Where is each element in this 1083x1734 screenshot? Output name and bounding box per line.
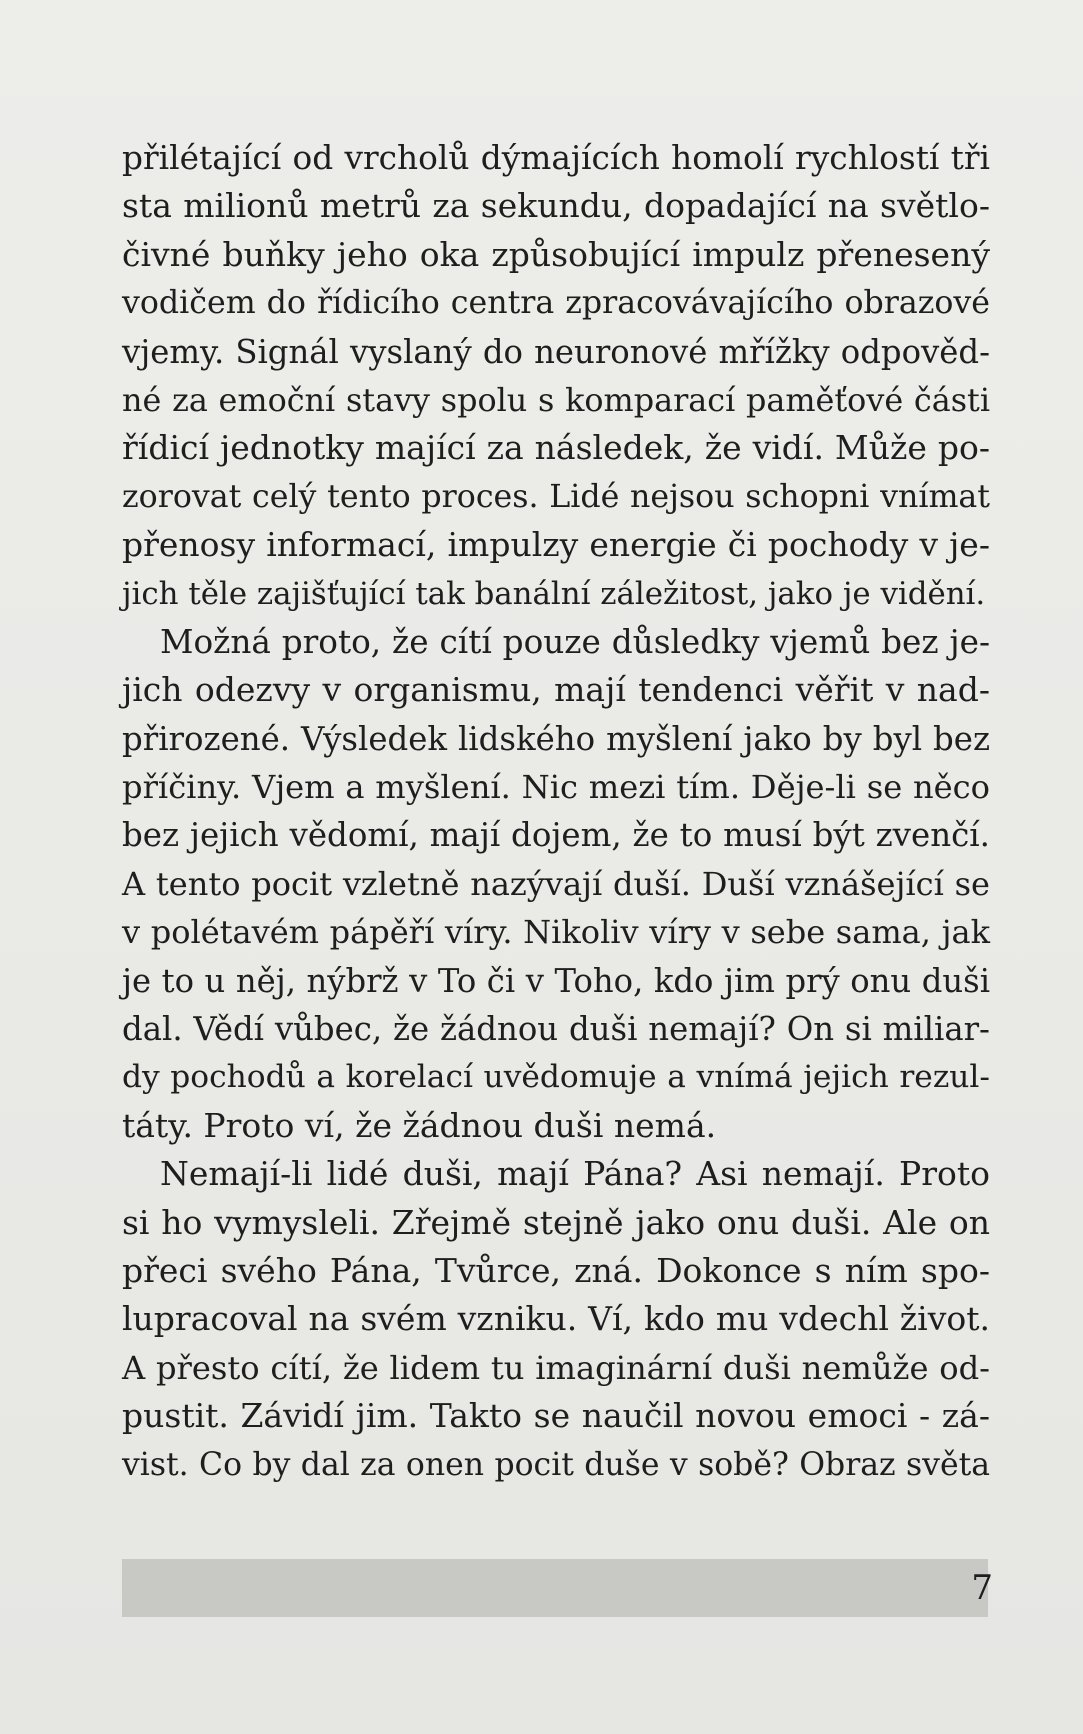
text-line: přeci svého Pána, Tvůrce, zná. Dokonce s ním spo- [122,1250,990,1290]
page-number: 7 [971,1568,993,1608]
text-line: jich těle zajišťující tak banální záležitost, jako je vidění. [122,575,986,612]
text-line: lupracoval na svém vzniku. Ví, kdo mu vdechl život. [122,1299,990,1339]
text-line: čivné buňky jeho oka způsobující impulz přenesený [122,234,990,274]
text-line: Nemají-li lidé duši, mají Pána? Asi nemají. Proto [160,1154,990,1194]
text-line: zorovat celý tento proces. Lidé nejsou schopni vnímat [122,478,990,515]
text-line: v polétavém pápěří víry. Nikoliv víry v sebe sama, jak [122,913,990,952]
text-line: je to u něj, nýbrž v To či v Toho, kdo jim prý onu duši [122,961,990,1000]
text-line: přilétající od vrcholů dýmajících homolí rychlostí tři [122,139,990,177]
text-line: sta milionů metrů za sekundu, dopadající na světlo- [122,186,990,226]
text-line: Možná proto, že cítí pouze důsledky vjemů bez je- [160,622,990,661]
text-line: vist. Co by dal za onen pocit duše v sobě? Obraz světa [122,1446,990,1483]
text-line: přenosy informací, impulzy energie či pochody v je- [122,525,990,565]
text-line: pustit. Závidí jim. Takto se naučil novou emoci - zá- [122,1396,990,1436]
text-line: vjemy. Signál vyslaný do neuronové mřížky odpověd- [122,332,990,371]
text-line: vodičem do řídicího centra zpracovávajícího obrazové [122,285,990,322]
paragraph [122,1150,990,1489]
text-line: A tento pocit vzletně nazývají duší. Duší vznášející se [122,864,990,903]
paragraph [122,134,990,618]
text-line: né za emoční stavy spolu s komparací paměťové části [122,380,990,419]
text-line: bez jejich vědomí, mají dojem, že to musí být zvenčí. [122,816,990,855]
text-line: si ho vymysleli. Zřejmě stejně jako onu duši. Ale on [122,1202,990,1242]
text-line: řídicí jednotky mající za následek, že vidí. Může po- [122,428,990,468]
text-line: táty. Proto ví, že žádnou duši nemá. [122,1105,717,1145]
footer-bar [122,1559,988,1617]
body-text [122,134,990,1489]
text-line: jich odezvy v organismu, mají tendenci věřit v nad- [122,670,990,710]
text-line: přirozené. Výsledek lidského myšlení jako by byl bez [122,719,990,758]
paragraph [122,618,990,1150]
text-line: příčiny. Vjem a myšlení. Nic mezi tím. Děje-li se něco [122,768,990,807]
text-line: dal. Vědí vůbec, že žádnou duši nemají? On si miliar- [122,1010,990,1049]
text-line: A přesto cítí, že lidem tu imaginární duši nemůže od- [122,1348,990,1387]
text-line: dy pochodů a korelací uvědomuje a vnímá jejich rezul- [122,1059,990,1096]
